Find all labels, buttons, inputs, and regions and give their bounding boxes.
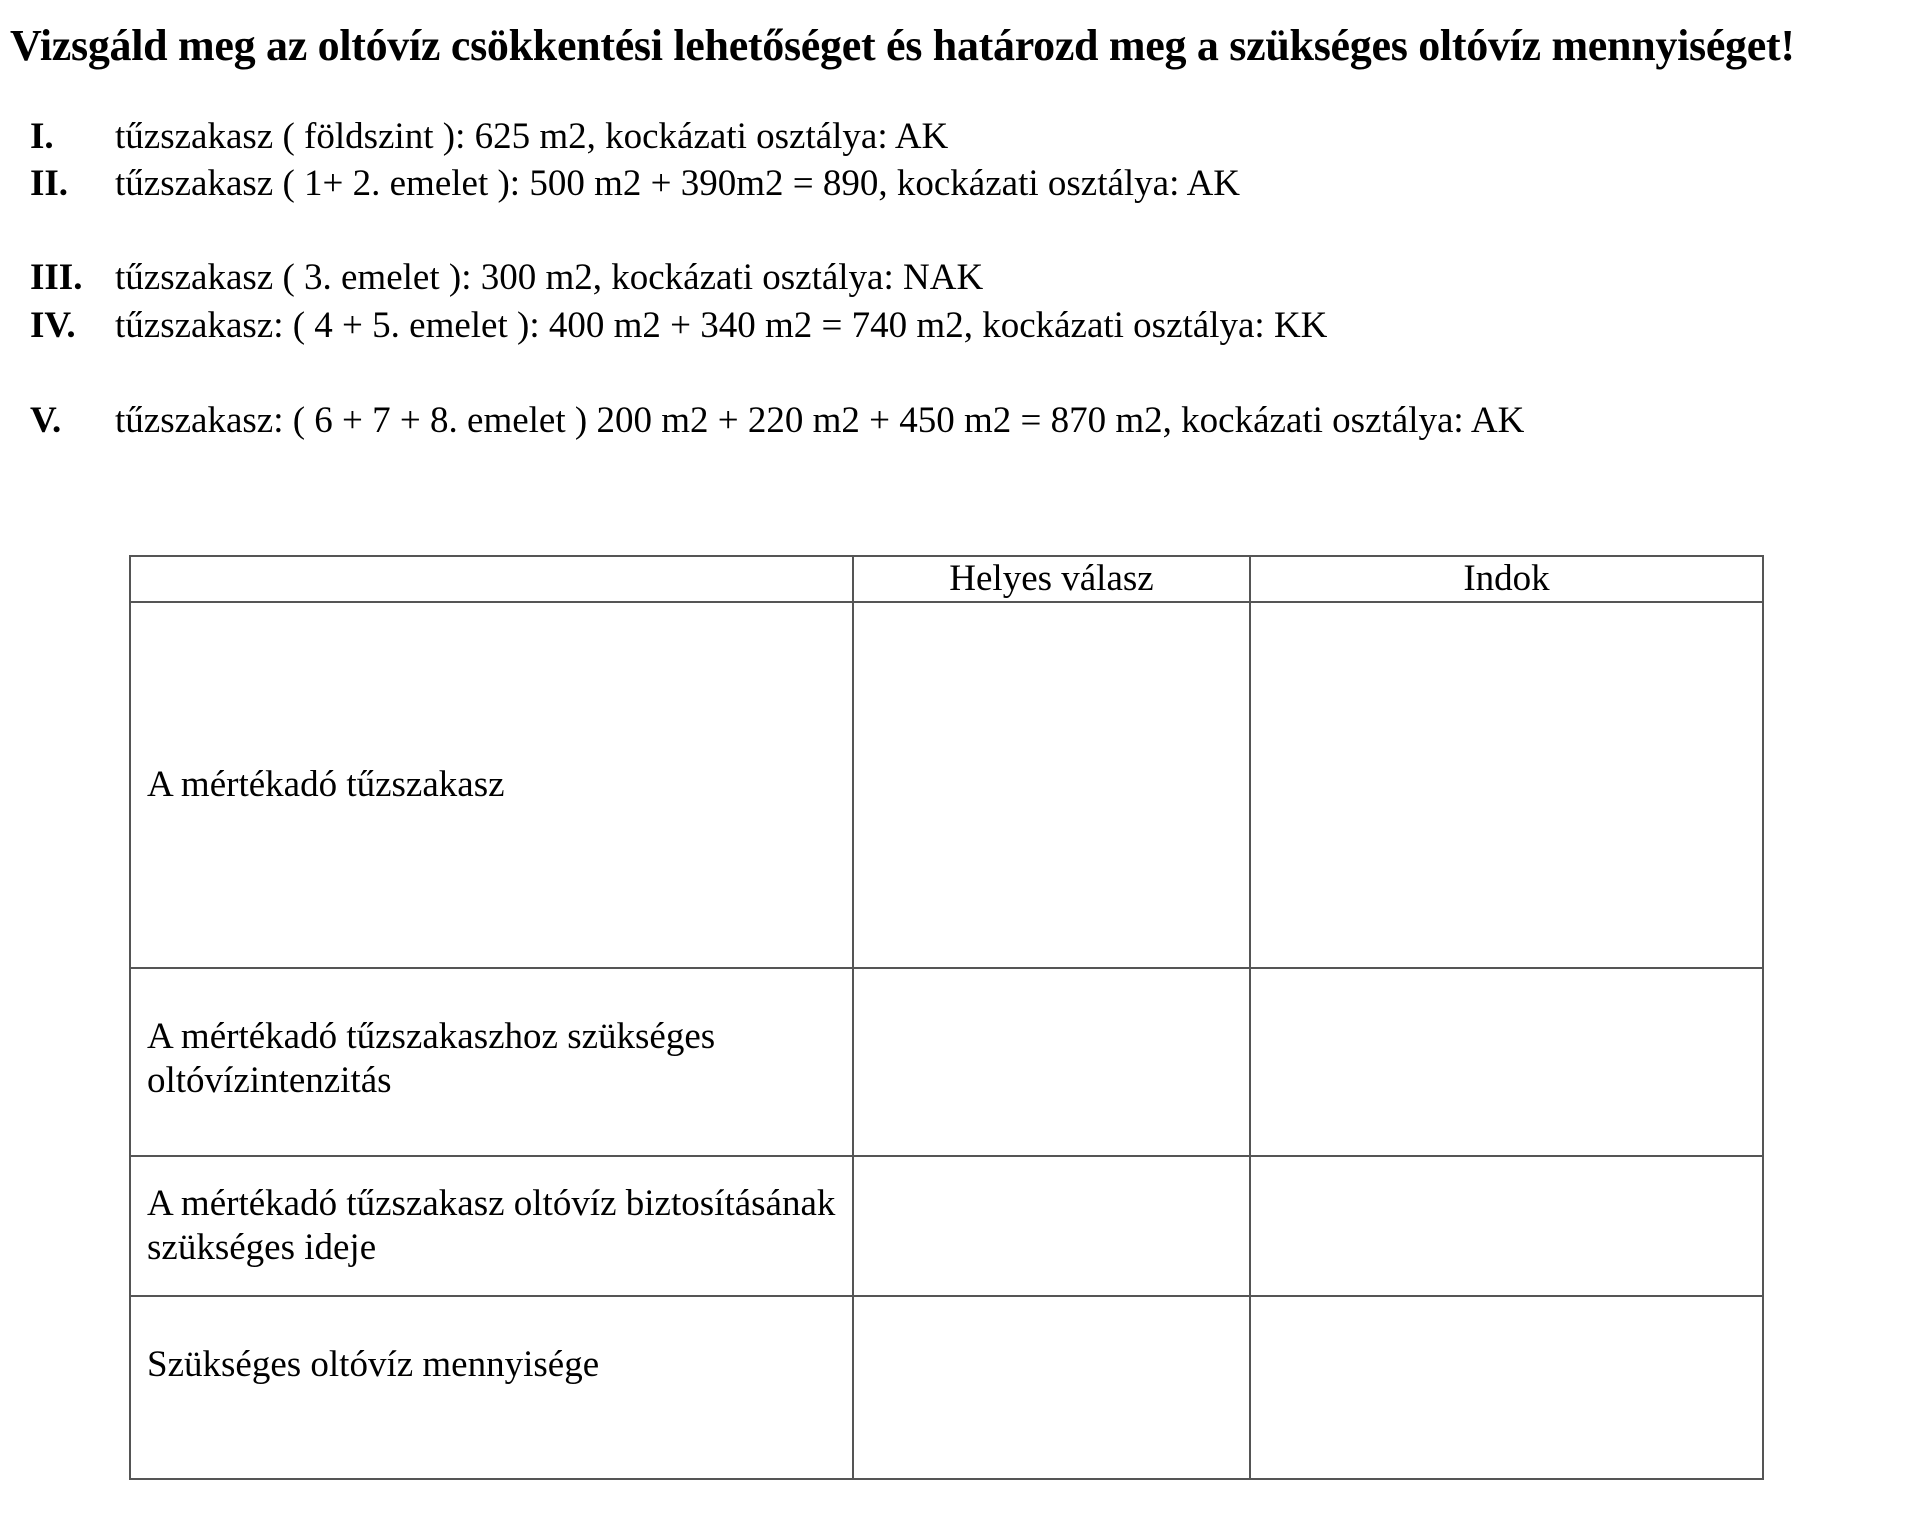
reason-cell[interactable] xyxy=(1250,968,1763,1156)
section-number: II. xyxy=(30,163,69,204)
table-row-governing-section xyxy=(130,602,1763,968)
section-text: tűzszakasz ( 1+ 2. emelet ): 500 m2 + 390m2 = 890, kockázati osztálya: AK xyxy=(115,163,1241,204)
row-label: A mértékadó tűzszakasz oltóvíz biztosításának szükséges ideje xyxy=(130,1156,853,1296)
section-text: tűzszakasz: ( 4 + 5. emelet ): 400 m2 + 340 m2 = 740 m2, kockázati osztálya: KK xyxy=(115,305,1328,346)
answer-cell[interactable] xyxy=(853,1156,1250,1296)
reason-cell[interactable] xyxy=(1250,602,1763,968)
answer-cell[interactable] xyxy=(853,968,1250,1156)
answer-cell[interactable] xyxy=(853,1296,1250,1479)
section-number: III. xyxy=(30,257,83,298)
row-label: A mértékadó tűzszakaszhoz szükséges oltóvízintenzitás xyxy=(130,968,853,1156)
section-number: IV. xyxy=(30,305,76,346)
section-text: tűzszakasz ( földszint ): 625 m2, kockázati osztálya: AK xyxy=(115,116,949,157)
table-row-water-intensity xyxy=(130,968,1763,1156)
section-number: V. xyxy=(30,400,62,441)
section-text: tűzszakasz: ( 6 + 7 + 8. emelet ) 200 m2 + 220 m2 + 450 m2 = 870 m2, kockázati osztálya: AK xyxy=(115,400,1525,441)
section-number: I. xyxy=(30,116,54,157)
header-correct-answer: Helyes válasz xyxy=(853,556,1250,602)
row-label: A mértékadó tűzszakasz xyxy=(130,602,853,968)
task-heading: Vizsgáld meg az oltóvíz csökkentési lehetőséget és határozd meg a szükséges oltóvíz mennyiséget! xyxy=(10,21,1795,70)
table-row-water-quantity xyxy=(130,1296,1763,1479)
header-reason: Indok xyxy=(1250,556,1763,602)
table-header-row xyxy=(130,556,1763,602)
table-row-supply-time xyxy=(130,1156,1763,1296)
section-text: tűzszakasz ( 3. emelet ): 300 m2, kockázati osztálya: NAK xyxy=(115,257,984,298)
reason-cell[interactable] xyxy=(1250,1156,1763,1296)
row-label: Szükséges oltóvíz mennyisége xyxy=(130,1296,853,1479)
header-empty-cell xyxy=(130,556,853,602)
answer-table xyxy=(129,555,1764,1480)
answer-cell[interactable] xyxy=(853,602,1250,968)
reason-cell[interactable] xyxy=(1250,1296,1763,1479)
